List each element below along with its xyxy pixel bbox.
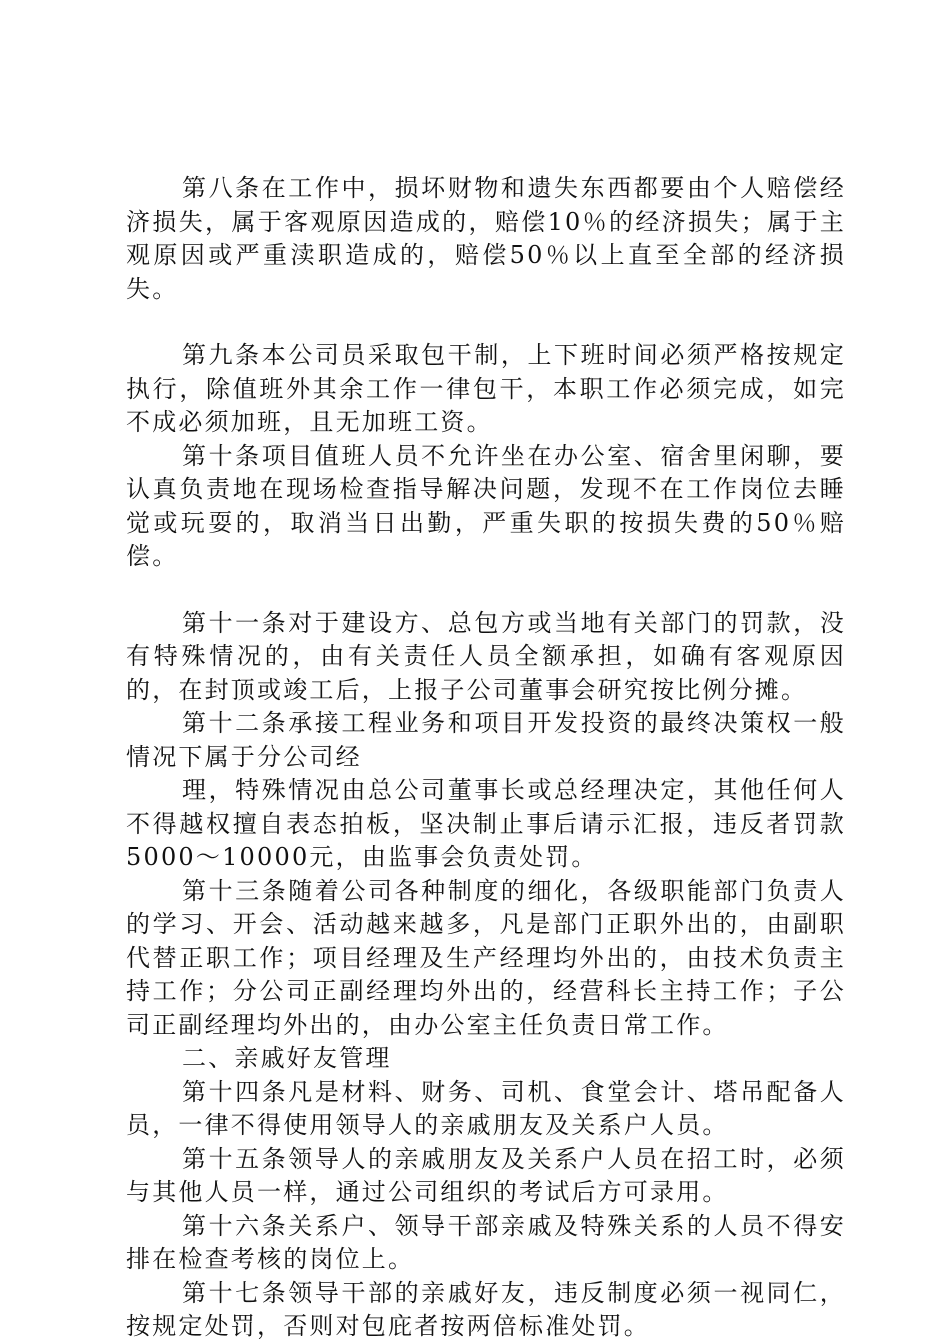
paragraph-article-11: 第十一条对于建设方、总包方或当地有关部门的罚款，没有特殊情况的，由有关责任人员全额承担，如确有客观原因的，在封顶或竣工后，上报子公司董事会研究按比例分摊。	[126, 608, 846, 704]
section-heading-relatives: 二、亲戚好友管理	[182, 1044, 392, 1072]
paragraph-article-16: 第十六条关系户、领导干部亲戚及特殊关系的人员不得安排在检查考核的岗位上。	[126, 1211, 846, 1273]
paragraph-article-17: 第十七条领导干部的亲戚好友，违反制度必须一视同仁，按规定处罚，否则对包庇者按两倍标准处罚。	[126, 1278, 846, 1340]
paragraph-article-13: 第十三条随着公司各种制度的细化，各级职能部门负责人的学习、开会、活动越来越多，凡是部门正职外出的，由副职代替正职工作；项目经理及生产经理均外出的，由技术负责主持工作；分公司正副经理均外出的，经营科长主持工作；子公司正副经理均外出的，由办公室主任负责日常工作。	[126, 876, 846, 1039]
paragraph-article-14: 第十四条凡是材料、财务、司机、食堂会计、塔吊配备人员，一律不得使用领导人的亲戚朋友及关系户人员。	[126, 1077, 846, 1139]
paragraph-article-10: 第十条项目值班人员不允许坐在办公室、宿舍里闲聊，要认真负责地在现场检查指导解决问题，发现不在工作岗位去睡觉或玩耍的，取消当日出勤，严重失职的按损失费的50％赔偿。	[126, 441, 846, 570]
paragraph-article-12-part-1: 第十二条承接工程业务和项目开发投资的最终决策权一般情况下属于分公司经	[126, 709, 846, 771]
paragraph-article-9: 第九条本公司员采取包干制，上下班时间必须严格按规定执行，除值班外其余工作一律包干，本职工作必须完成，如完不成必须加班，且无加班工资。	[126, 341, 846, 436]
paragraph-article-15: 第十五条领导人的亲戚朋友及关系户人员在招工时，必须与其他人员一样，通过公司组织的考试后方可录用。	[126, 1144, 846, 1206]
paragraph-article-8: 第八条在工作中，损坏财物和遗失东西都要由个人赔偿经济损失，属于客观原因造成的，赔偿10％的经济损失；属于主观原因或严重渎职造成的，赔偿50％以上直至全部的经济损失。	[126, 174, 846, 303]
paragraph-article-12-part-2: 理，特殊情况由总公司董事长或总经理决定，其他任何人不得越权擅自表态拍板，坚决制止事后请示汇报，违反者罚款5000～10000元，由监事会负责处罚。	[126, 776, 846, 871]
document-body	[126, 172, 846, 1344]
